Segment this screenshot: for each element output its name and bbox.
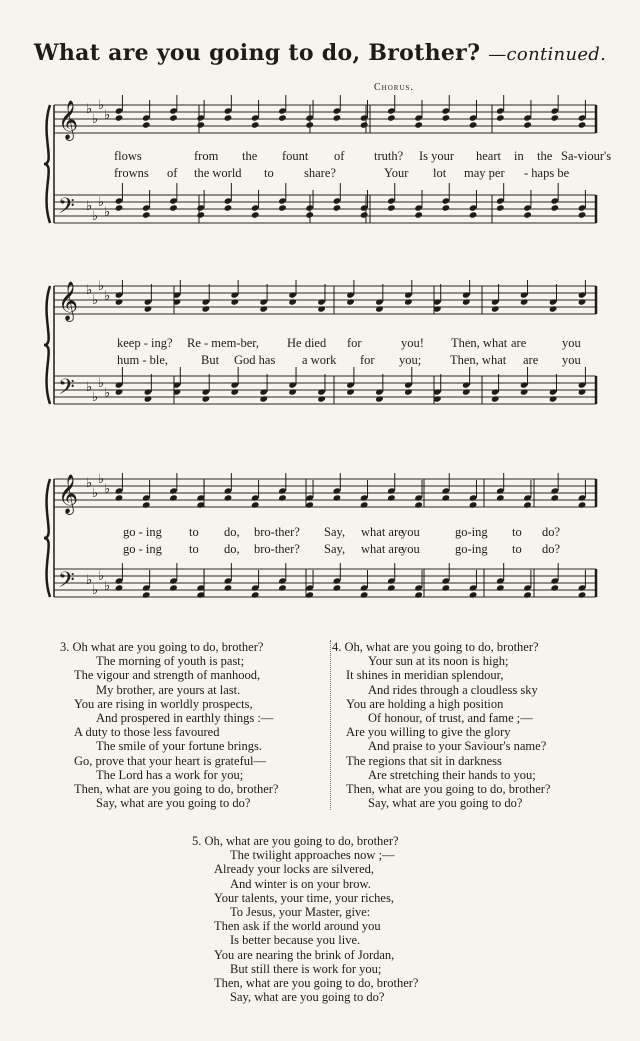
note-head [578, 121, 587, 128]
flat-icon: ♭ [98, 98, 105, 113]
lyric-word: you [562, 336, 581, 350]
note-head [288, 298, 297, 305]
note-head [142, 591, 151, 598]
stanza-line: Say, what are you going to do? [368, 796, 523, 811]
lyric-word: for [347, 336, 362, 350]
lyric-word: go - ing [123, 525, 162, 539]
stanza-line: The vigour and strength of manhood, [74, 668, 261, 683]
note-head [550, 584, 559, 591]
flat-icon: ♭ [98, 569, 105, 584]
note-head [346, 388, 355, 395]
stanza-line: Say, what are you going to do? [96, 796, 251, 811]
note-head [196, 121, 205, 128]
music-system-1 [44, 82, 612, 235]
flat-icon: ♭ [98, 195, 105, 210]
stanza-line: The morning of youth is past; [96, 654, 245, 669]
flat-icon: ♭ [104, 205, 111, 220]
note-head [251, 591, 260, 598]
lyric-word: do? [542, 525, 561, 539]
stanza-line: Go, prove that your heart is grateful— [74, 753, 266, 768]
flat-icon: ♭ [92, 112, 99, 127]
lyric-word: go - ing [123, 542, 162, 556]
note-head [305, 211, 314, 218]
note-head [278, 114, 287, 121]
lyric-word: you [401, 542, 420, 556]
note-head [469, 121, 478, 128]
lyric-word: to [512, 542, 522, 556]
flat-icon: ♭ [104, 386, 111, 401]
note-head [387, 584, 396, 591]
page-title [0, 40, 640, 66]
note-head [230, 298, 239, 305]
note-head [169, 584, 178, 591]
note-head [288, 388, 297, 395]
stanza-line: To Jesus, your Master, give: [230, 905, 371, 920]
note-head [404, 298, 413, 305]
lyric-word: go-ing [455, 525, 488, 539]
note-head [333, 584, 342, 591]
note-head [414, 211, 423, 218]
lyric-word: Then, what [451, 336, 508, 350]
stanza-line: You are rising in worldly prospects, [74, 696, 253, 711]
flat-icon: ♭ [86, 380, 93, 395]
note-head [360, 211, 369, 218]
stanza-line: It shines in meridian splendour, [346, 668, 504, 683]
lyric-word: what are [361, 525, 404, 539]
lyric-word: Say, [324, 525, 346, 539]
stanza-line: Of honour, of trust, and fame ;— [368, 711, 533, 726]
stanza-line: Your talents, your time, your riches, [214, 890, 394, 905]
lyric-word: do? [542, 542, 561, 556]
note-head [491, 395, 500, 402]
note-head [278, 584, 287, 591]
note-head [251, 121, 260, 128]
note-head [224, 584, 233, 591]
note-head [333, 494, 342, 501]
note-head [469, 501, 478, 508]
brace [44, 286, 50, 404]
stanza-5 [192, 834, 418, 1004]
lyric-word: for [360, 353, 375, 367]
lyric-word: of [167, 166, 178, 180]
flat-icon: ♭ [104, 482, 111, 497]
note-head [549, 395, 558, 402]
stanza-line: My brother, are yours at last. [96, 682, 241, 697]
lyric-word: from [194, 149, 219, 163]
note-head [142, 501, 151, 508]
bass-clef-icon: 𝄢 [58, 568, 75, 598]
lyric-word: to [189, 542, 199, 556]
note-head [523, 501, 532, 508]
flat-icon: ♭ [86, 573, 93, 588]
stanza-4 [332, 640, 550, 810]
note-head [333, 114, 342, 121]
flat-icon: ♭ [86, 283, 93, 298]
note-head [333, 204, 342, 211]
note-head [202, 305, 211, 312]
lyric-word: are [523, 353, 539, 367]
flat-icon: ♭ [98, 376, 105, 391]
brace [44, 105, 50, 223]
lyric-word: go-ing [455, 542, 488, 556]
stanza-line: Then, what are you going to do, brother? [214, 976, 419, 991]
stanza-line: Are you willing to give the glory [346, 725, 511, 740]
lyric-word: do, [224, 525, 240, 539]
note-head [387, 114, 396, 121]
treble-clef-icon: 𝄞 [58, 474, 79, 514]
note-head [115, 204, 124, 211]
note-head [469, 211, 478, 218]
note-head [442, 494, 451, 501]
lyric-word: to [189, 525, 199, 539]
note-head [202, 395, 211, 402]
stanza-line: You are nearing the brink of Jordan, [214, 947, 395, 962]
note-head [251, 211, 260, 218]
note-head [196, 211, 205, 218]
lyric-word: a work [302, 353, 337, 367]
lyric-word: bro-ther? [254, 525, 300, 539]
stanza-line: Then, what are you going to do, brother? [346, 782, 551, 797]
flat-icon: ♭ [92, 486, 99, 501]
note-head [442, 584, 451, 591]
note-head [523, 211, 532, 218]
stanza-line: Then ask if the world around you [214, 919, 381, 934]
lyric-word: Your [384, 166, 409, 180]
treble-clef-icon: 𝄞 [58, 281, 79, 321]
flat-icon: ♭ [86, 199, 93, 214]
note-head [414, 501, 423, 508]
note-head [520, 298, 529, 305]
note-head [115, 114, 124, 121]
note-head [346, 298, 355, 305]
flat-icon: ♭ [104, 579, 111, 594]
stanza-line: The regions that sit in darkness [346, 753, 502, 768]
note-head [523, 591, 532, 598]
note-head [224, 204, 233, 211]
lyric-word: keep - ing? [117, 336, 173, 350]
title-suffix: —continued. [488, 44, 607, 65]
note-head [523, 121, 532, 128]
lyric-word: heart [476, 149, 501, 163]
stanza-line: 4. Oh, what are you going to do, brother? [332, 640, 539, 654]
lyric-word: fount [282, 149, 309, 163]
note-head [305, 591, 314, 598]
lyric-word: Say, [324, 542, 346, 556]
lyric-word: truth? [374, 149, 404, 163]
note-head [360, 591, 369, 598]
stanza-line: The smile of your fortune brings. [96, 739, 262, 754]
note-head [142, 121, 151, 128]
note-head [259, 395, 268, 402]
flat-icon: ♭ [104, 108, 111, 123]
lyric-word: you; [399, 353, 422, 367]
note-head [578, 388, 587, 395]
stanza-line: The Lord has a work for you; [96, 767, 244, 782]
note-head [259, 305, 268, 312]
lyric-word: hum - ble, [117, 353, 169, 367]
note-head [387, 204, 396, 211]
lyric-word: what are [361, 542, 404, 556]
lyric-word: Re - mem-ber, [187, 336, 260, 350]
note-head [169, 494, 178, 501]
stanza-line: But still there is work for you; [230, 961, 382, 976]
flat-icon: ♭ [92, 209, 99, 224]
stanza-line: 5. Oh, what are you going to do, brother? [192, 834, 399, 848]
stanza-line: Is better because you live. [230, 933, 361, 948]
lyric-word: Is your [419, 149, 455, 163]
flat-icon: ♭ [86, 476, 93, 491]
note-head [144, 395, 153, 402]
note-head [115, 388, 124, 395]
note-head [578, 501, 587, 508]
note-head [491, 305, 500, 312]
lyric-word: the [537, 149, 553, 163]
note-head [224, 494, 233, 501]
note-head [144, 305, 153, 312]
lyric-word: in [514, 149, 524, 163]
note-head [462, 298, 471, 305]
stanza-line: A duty to those less favoured [74, 725, 220, 740]
bass-clef-icon: 𝄢 [58, 194, 75, 224]
note-head [496, 584, 505, 591]
note-head [169, 204, 178, 211]
stanza-line: Already your locks are silvered, [214, 862, 375, 877]
note-head [414, 591, 423, 598]
note-head [251, 501, 260, 508]
note-head [414, 121, 423, 128]
stanza-line: You are holding a high position [346, 696, 504, 711]
treble-clef-icon: 𝄞 [58, 100, 79, 140]
flat-icon: ♭ [104, 289, 111, 304]
note-head [496, 114, 505, 121]
lyric-word: Sa-viour's [561, 149, 612, 163]
stanza-line: And praise to your Saviour's name? [368, 739, 547, 754]
stanza-line: Are stretching their hands to you; [368, 767, 536, 782]
note-head [115, 494, 124, 501]
stanza-line: Say, what are you going to do? [230, 990, 385, 1005]
stanza-line: Then, what are you going to do, brother? [74, 782, 279, 797]
lyric-word: share? [304, 166, 336, 180]
note-head [549, 305, 558, 312]
note-head [360, 121, 369, 128]
flat-icon: ♭ [86, 102, 93, 117]
flat-icon: ♭ [92, 293, 99, 308]
lyric-word: the world [194, 166, 242, 180]
lyric-word: you! [401, 336, 424, 350]
note-head [550, 204, 559, 211]
note-head [496, 204, 505, 211]
note-head [278, 204, 287, 211]
stanza-3 [60, 640, 278, 810]
brace [44, 479, 50, 597]
lyric-word: flows [114, 149, 142, 163]
note-head [360, 501, 369, 508]
note-head [305, 501, 314, 508]
note-head [375, 305, 384, 312]
note-head [578, 211, 587, 218]
lyric-word: frowns [114, 166, 149, 180]
lyric-word: of [334, 149, 345, 163]
note-head [317, 395, 326, 402]
music-system-3 [44, 465, 600, 610]
note-head [142, 211, 151, 218]
column-divider [330, 640, 331, 810]
note-head [404, 388, 413, 395]
note-head [278, 494, 287, 501]
lyric-word: the [242, 149, 258, 163]
lyric-word: to [512, 525, 522, 539]
note-head [578, 298, 587, 305]
music-system-2 [44, 280, 600, 420]
lyric-word: He died [287, 336, 327, 350]
lyric-word: lot [433, 166, 447, 180]
title-main: What are you going to do, Brother? [33, 40, 481, 66]
stanza-line: Your sun at its noon is high; [368, 654, 509, 669]
flat-icon: ♭ [92, 583, 99, 598]
music-staff-group [44, 95, 600, 235]
lyric-word: to [264, 166, 274, 180]
note-head [305, 121, 314, 128]
note-head [442, 204, 451, 211]
note-head [469, 591, 478, 598]
stanza-line: And rides through a cloudless sky [368, 682, 538, 697]
stanza-line: And winter is on your brow. [230, 876, 371, 891]
note-head [578, 591, 587, 598]
note-head [387, 494, 396, 501]
note-head [230, 388, 239, 395]
lyric-word: God has [234, 353, 276, 367]
stanza-line: And prospered in earthly things :— [96, 711, 274, 726]
flat-icon: ♭ [98, 280, 105, 294]
lyric-word: you [401, 525, 420, 539]
flat-icon: ♭ [92, 390, 99, 405]
note-head [375, 395, 384, 402]
stanza-line: The twilight approaches now ;— [230, 848, 395, 863]
note-head [115, 584, 124, 591]
lyric-word: are [511, 336, 527, 350]
chorus-label: Chorus. [374, 82, 414, 93]
note-head [496, 494, 505, 501]
note-head [169, 114, 178, 121]
lyric-word: may per [464, 166, 505, 180]
lyric-word: - haps be [524, 166, 570, 180]
bass-clef-icon: 𝄢 [58, 375, 75, 405]
note-head [115, 298, 124, 305]
lyric-word: Then, what [450, 353, 507, 367]
stanza-line: 3. Oh what are you going to do, brother? [60, 640, 264, 654]
note-head [550, 494, 559, 501]
lyric-word: bro-ther? [254, 542, 300, 556]
lyric-word: you [562, 353, 581, 367]
note-head [462, 388, 471, 395]
lyric-word: But [201, 353, 220, 367]
note-head [442, 114, 451, 121]
note-head [224, 114, 233, 121]
flat-icon: ♭ [98, 472, 105, 487]
note-head [550, 114, 559, 121]
note-head [520, 388, 529, 395]
lyric-word: do, [224, 542, 240, 556]
note-head [317, 305, 326, 312]
